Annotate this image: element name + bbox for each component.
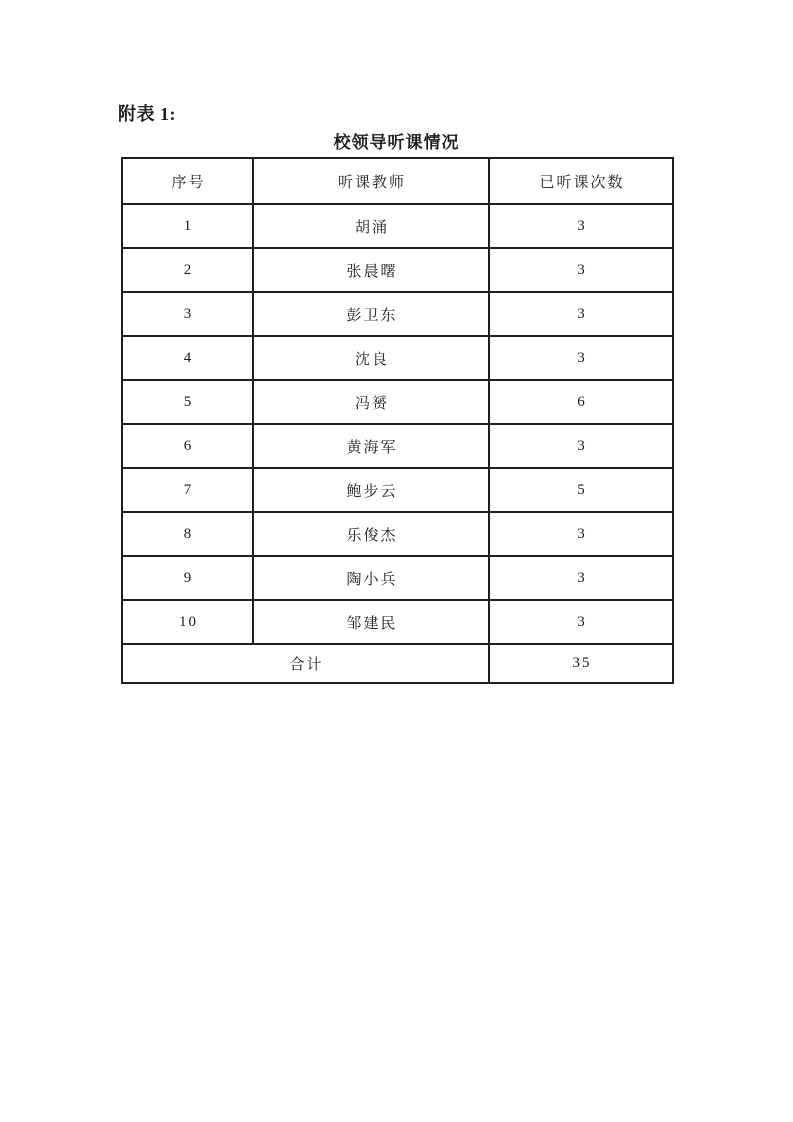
lecture-attendance-table — [121, 157, 674, 684]
serial-cell: 6 — [122, 424, 253, 468]
serial-cell: 10 — [122, 600, 253, 644]
count-cell: 5 — [489, 468, 673, 512]
teacher-cell: 冯赟 — [253, 380, 489, 424]
header-cell-serial: 序号 — [122, 158, 253, 204]
teacher-cell: 彭卫东 — [253, 292, 489, 336]
count-cell: 3 — [489, 600, 673, 644]
table-row — [122, 248, 673, 292]
table-row — [122, 380, 673, 424]
teacher-cell: 沈良 — [253, 336, 489, 380]
serial-cell: 5 — [122, 380, 253, 424]
serial-cell: 9 — [122, 556, 253, 600]
appendix-label: 附表 1: — [118, 104, 176, 124]
table-row — [122, 600, 673, 644]
total-row — [122, 644, 673, 683]
count-cell: 3 — [489, 556, 673, 600]
count-cell: 3 — [489, 512, 673, 556]
count-cell: 6 — [489, 380, 673, 424]
teacher-cell: 张晨曙 — [253, 248, 489, 292]
document-title: 校领导听课情况 — [333, 133, 460, 152]
serial-cell: 7 — [122, 468, 253, 512]
teacher-cell: 陶小兵 — [253, 556, 489, 600]
count-cell: 3 — [489, 292, 673, 336]
table-row — [122, 468, 673, 512]
serial-cell: 3 — [122, 292, 253, 336]
header-row — [122, 158, 673, 204]
teacher-cell: 胡涌 — [253, 204, 489, 248]
count-cell: 3 — [489, 336, 673, 380]
serial-cell: 4 — [122, 336, 253, 380]
total-value-cell: 35 — [489, 644, 673, 683]
table-row — [122, 424, 673, 468]
teacher-cell: 乐俊杰 — [253, 512, 489, 556]
serial-cell: 8 — [122, 512, 253, 556]
header-cell-teacher: 听课教师 — [253, 158, 489, 204]
teacher-cell: 黄海军 — [253, 424, 489, 468]
table-row — [122, 204, 673, 248]
table-row — [122, 292, 673, 336]
table-row — [122, 512, 673, 556]
teacher-cell: 邹建民 — [253, 600, 489, 644]
serial-cell: 2 — [122, 248, 253, 292]
serial-cell: 1 — [122, 204, 253, 248]
teacher-cell: 鲍步云 — [253, 468, 489, 512]
table-row — [122, 556, 673, 600]
count-cell: 3 — [489, 424, 673, 468]
count-cell: 3 — [489, 248, 673, 292]
table-row — [122, 336, 673, 380]
count-cell: 3 — [489, 204, 673, 248]
total-label-cell: 合计 — [122, 644, 489, 683]
header-cell-count: 已听课次数 — [489, 158, 673, 204]
